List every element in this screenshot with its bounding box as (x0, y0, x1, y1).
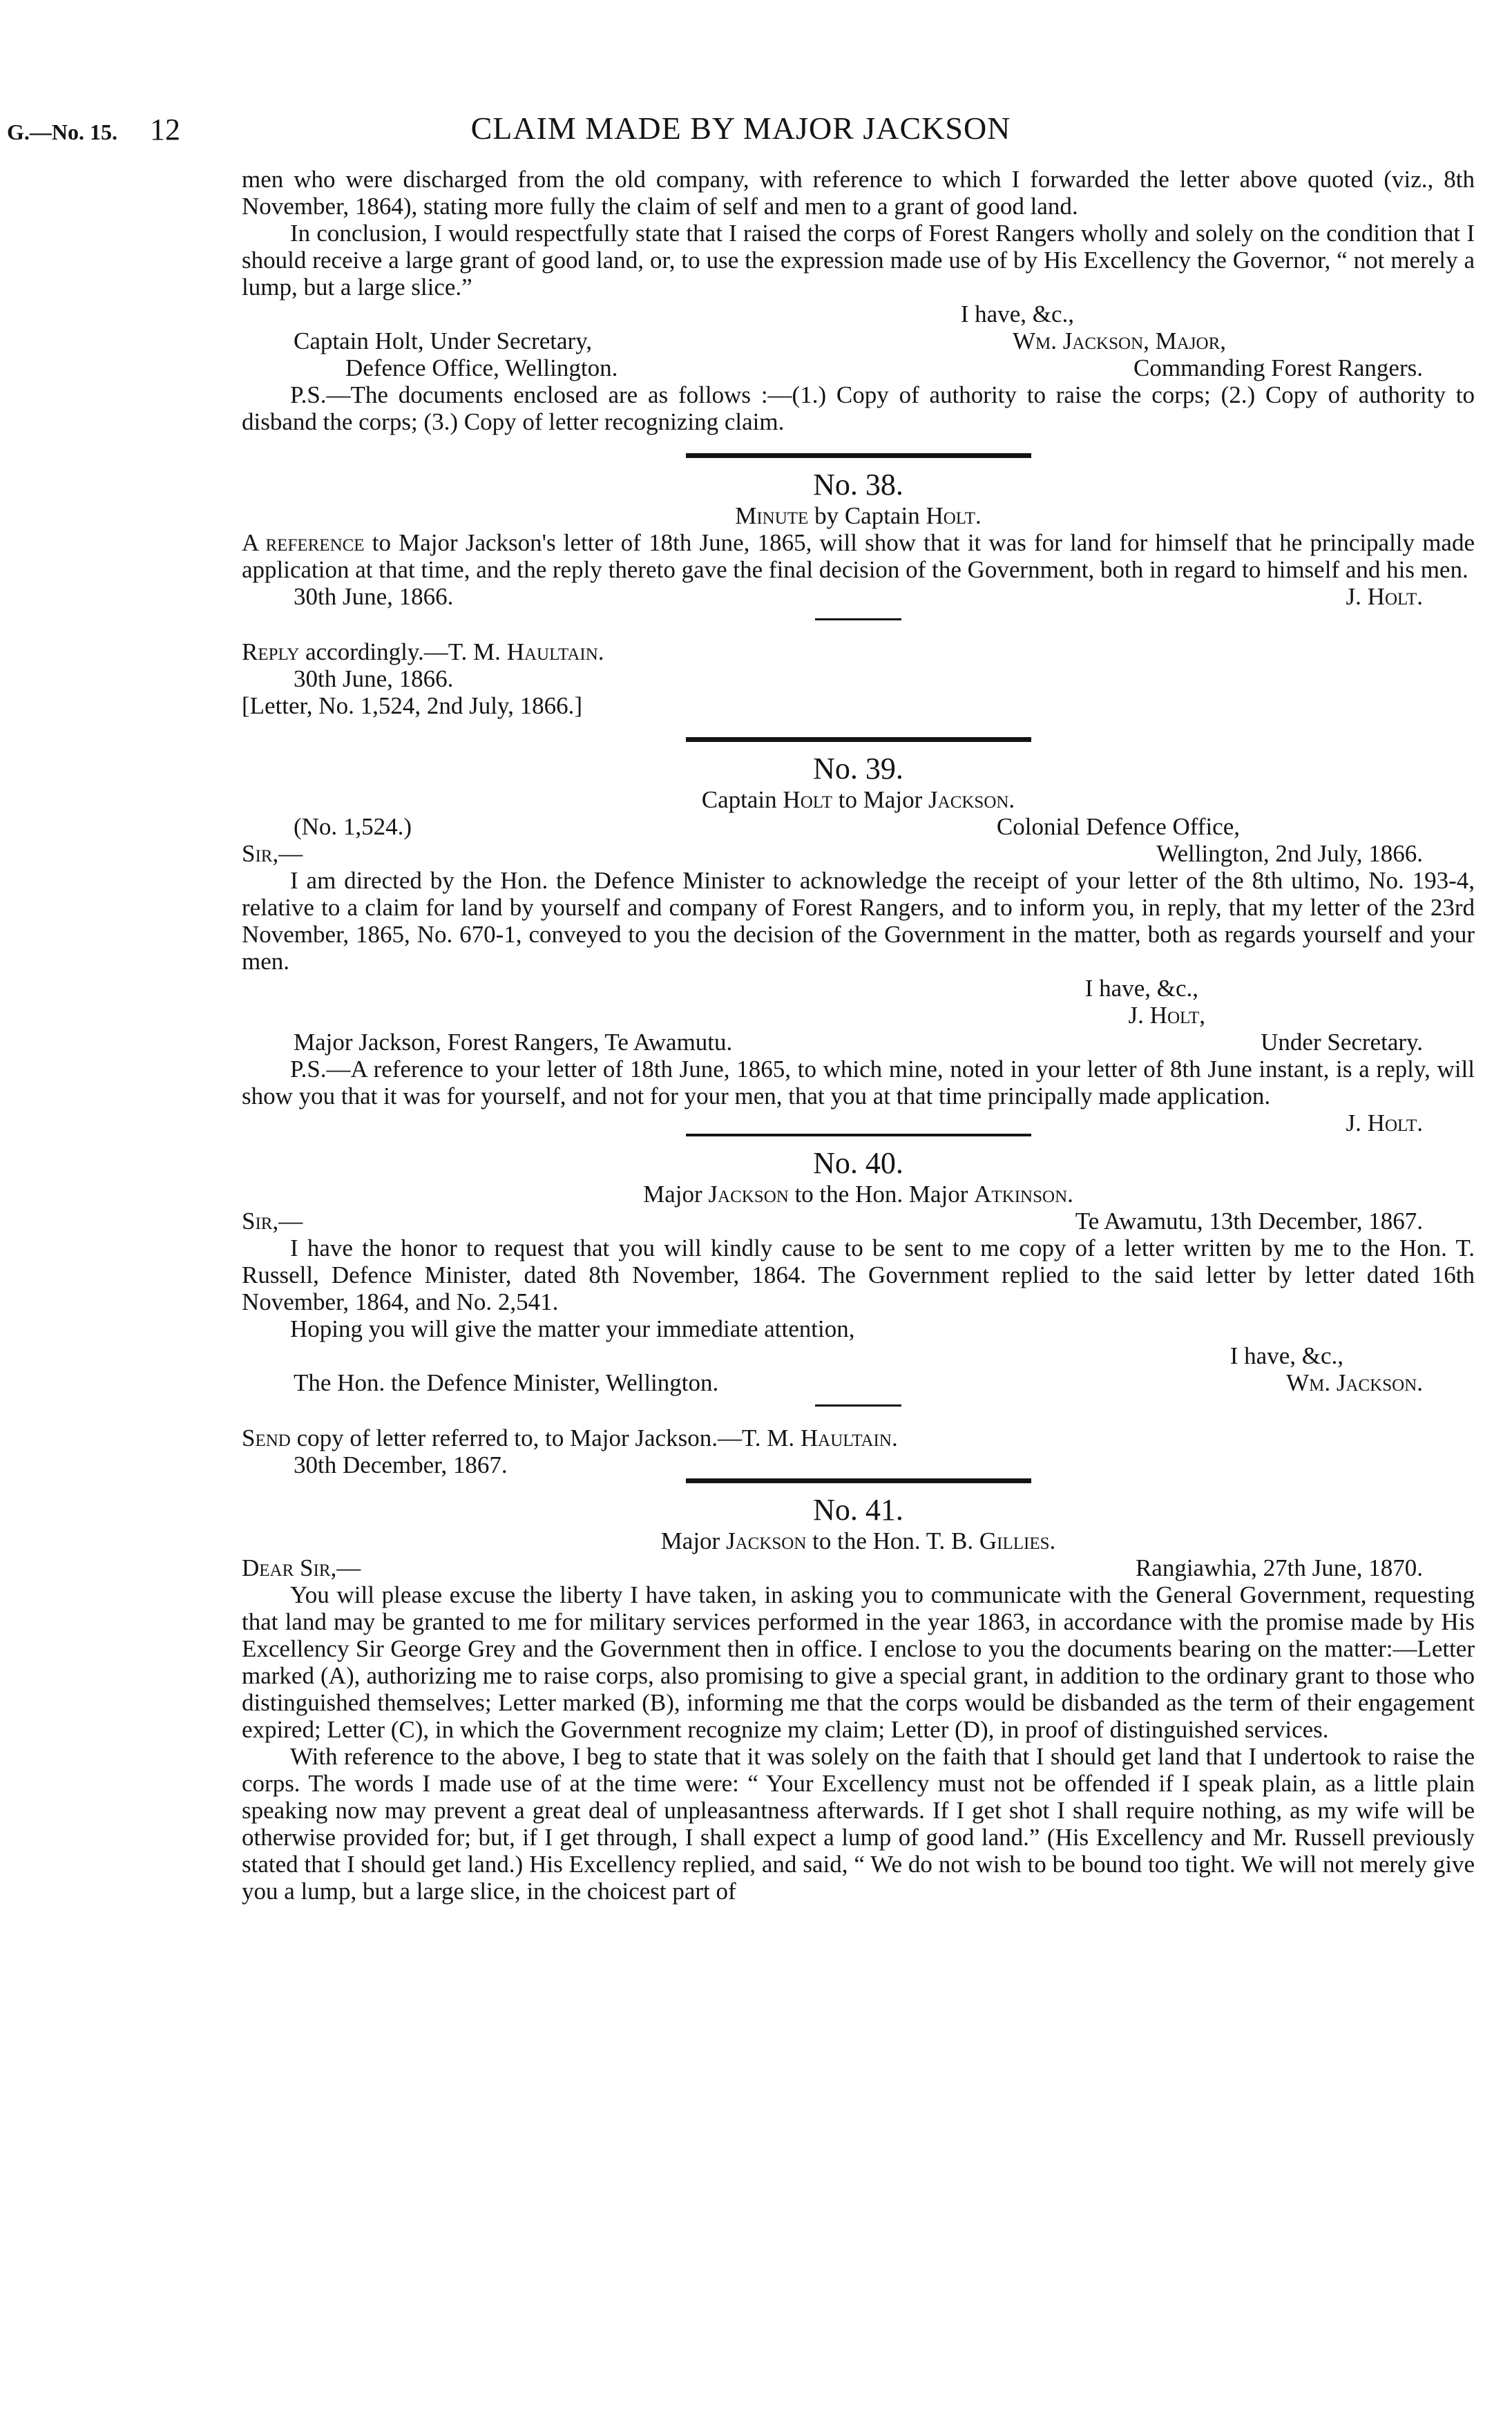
intro-paragraph-2: In conclusion, I would respectfully state that I raised the corps of Forest Rangers wholly and solely on the condition that I should receive a large grant of good land, or, to use the expression made use of by His Excellency the Governor, “ not merely a lump, but a large slice.” (242, 220, 1475, 301)
section-41-place-date: Rangiawhia, 27th June, 1870. (1135, 1554, 1423, 1581)
section-40-signer: Wm. Jackson. (1286, 1369, 1423, 1396)
section-39-ps-signer-row (242, 1109, 1475, 1136)
section-40-addressee-row (242, 1369, 1475, 1396)
section-38-reply-date: 30th June, 1866. (294, 665, 454, 692)
section-40-place-date: Te Awamutu, 13th December, 1867. (1075, 1208, 1423, 1235)
intro-addressee-1: Captain Holt, Under Secretary, (294, 327, 593, 354)
section-divider (686, 1478, 1031, 1483)
section-40-body: I have the honor to request that you will kindly cause to be sent to me copy of a letter written by me to the Hon. T. Russell, Defence Minister, dated 8th November, 1864. The Government replied to the said letter by letter dated 16th November, 1864, and No. 2,541. (242, 1235, 1475, 1315)
section-40-send-date: 30th December, 1867. (294, 1451, 508, 1478)
section-38-minute: A reference to Major Jackson's letter of 18th June, 1865, will show that it was for land for himself that he principally made application at that time, and the reply thereto gave the final decision of the Government, both in regard to himself and his men. (242, 529, 1475, 583)
section-39-place-date: Wellington, 2nd July, 1866. (1156, 840, 1423, 867)
section-38-reply: Reply accordingly.—T. M. Haultain. (242, 638, 604, 665)
section-40-subtitle: Major Jackson to the Hon. Major Atkinson. (643, 1181, 1073, 1208)
section-41-paragraph-1: You will please excuse the liberty I have taken, in asking you to communicate with the General Government, requesting that land may be granted to me for military services performed in the year 1863, in accordance with the promise made by His Excellency Sir George Grey and the Government then in office. I enclose to you the documents bearing on the matter:—Letter marked (A), authorizing me to raise corps, also promising to give a special grant, in addition to the ordinary grant to those who distinguished themselves; Letter marked (B), informing me that the corps would be disbanded as the term of their engagement expired; Letter (C), in which the Government recognize my claim; Letter (D), in proof of distinguished services. (242, 1581, 1475, 1743)
section-40-hoping: Hoping you will give the matter your immediate attention, (290, 1315, 855, 1342)
section-39-ref-row (242, 813, 1475, 840)
section-38-letter-ref: [Letter, No. 1,524, 2nd July, 1866.] (242, 692, 583, 719)
page-number: 12 (150, 113, 180, 146)
intro-sign-row-2 (242, 354, 1475, 381)
section-number-41: No. 41. (813, 1493, 903, 1527)
section-39-addressee-row (242, 1029, 1475, 1056)
section-divider (686, 453, 1031, 458)
section-39-subtitle: Captain Holt to Major Jackson. (701, 786, 1015, 813)
section-39-ps-signer: J. Holt. (1346, 1109, 1423, 1136)
section-41-salutation-row (242, 1554, 1475, 1581)
section-40-send: Send copy of letter referred to, to Major Jackson.—T. M. Haultain. (242, 1425, 898, 1451)
section-39-office: Colonial Defence Office, (996, 813, 1240, 840)
section-number-40: No. 40. (813, 1146, 903, 1180)
intro-signer-1: Wm. Jackson, Major, (1012, 327, 1226, 354)
section-divider (686, 1134, 1031, 1136)
section-39-have: I have, &c., (1084, 975, 1198, 1002)
section-38-date: 30th June, 1866. (294, 583, 454, 610)
section-40-salutation: Sir,— (242, 1208, 303, 1235)
section-39-postscript: P.S.—A reference to your letter of 18th June, 1865, to which mine, noted in your letter of 8th June instant, is a reply, will show you that it was for yourself, and not for your men, that you at that time principally made application. (242, 1056, 1475, 1109)
section-40-salutation-row (242, 1208, 1475, 1235)
section-39-addressee: Major Jackson, Forest Rangers, Te Awamutu. (294, 1029, 733, 1056)
intro-postscript: P.S.—The documents enclosed are as follows :—(1.) Copy of authority to raise the corps; (2.) Copy of authority to disband the corps; (3.) Copy of letter recognizing claim. (242, 381, 1475, 435)
section-39-salutation-row (242, 840, 1475, 867)
section-39-signer-title: Under Secretary. (1261, 1029, 1423, 1056)
section-40-have-row (242, 1342, 1475, 1369)
section-39-have-row (242, 975, 1475, 1002)
section-40-have: I have, &c., (1229, 1342, 1343, 1369)
section-39-signer-row (242, 1002, 1475, 1029)
intro-signer-2: Commanding Forest Rangers. (1133, 354, 1423, 381)
paper-reference: G.—No. 15. (7, 120, 117, 144)
intro-sign-row-1 (242, 327, 1475, 354)
section-divider (686, 737, 1031, 742)
intro-have: I have, &c., (960, 301, 1074, 327)
intro-paragraph-1: men who were discharged from the old company, with reference to which I forwarded the letter above quoted (viz., 8th November, 1864), stating more fully the claim of self and men to a grant of good land. (242, 166, 1475, 220)
running-title: CLAIM MADE BY MAJOR JACKSON (470, 111, 1011, 146)
page-header (7, 111, 1475, 166)
section-38-signer: J. Holt. (1346, 583, 1423, 610)
section-39-body: I am directed by the Hon. the Defence Minister to acknowledge the receipt of your letter of the 8th ultimo, No. 193-4, relative to a claim for land by yourself and company of Forest Rangers, and to inform you, in reply, that my letter of the 23rd November, 1865, No. 670-1, conveyed to you the decision of the Government in the matter, both as regards yourself and your men. (242, 867, 1475, 975)
section-41-paragraph-2: With reference to the above, I beg to state that it was solely on the faith that I should get land that I undertook to raise the corps. The words I made use of at the time were: “ Your Excellency must not be offended if I speak plain, as a little plain speaking now may prevent a great deal of unpleasantness afterwards. If I get shot I shall require nothing, as my wife will be otherwise provided for; but, if I get through, I shall expect a lump of good land.” (His Excellency and Mr. Russell previously stated that I should get land.) His Excellency replied, and said, “ We do not wish to be bound too tight. We will not merely give you a lump, but a large slice, in the choicest part of (242, 1743, 1475, 1905)
section-number-38: No. 38. (813, 468, 903, 502)
section-38-subtitle: Minute by Captain Holt. (735, 502, 982, 529)
intro-have-row (242, 301, 1475, 327)
section-41-subtitle: Major Jackson to the Hon. T. B. Gillies. (660, 1527, 1056, 1554)
section-39-letter-number: (No. 1,524.) (294, 813, 412, 840)
section-41-salutation: Dear Sir,— (242, 1554, 361, 1581)
section-39-signer: J. Holt, (1128, 1002, 1205, 1029)
section-40-addressee: The Hon. the Defence Minister, Wellington. (294, 1369, 719, 1396)
section-39-salutation: Sir,— (242, 840, 303, 867)
section-number-39: No. 39. (813, 752, 903, 785)
intro-addressee-2: Defence Office, Wellington. (345, 354, 618, 381)
